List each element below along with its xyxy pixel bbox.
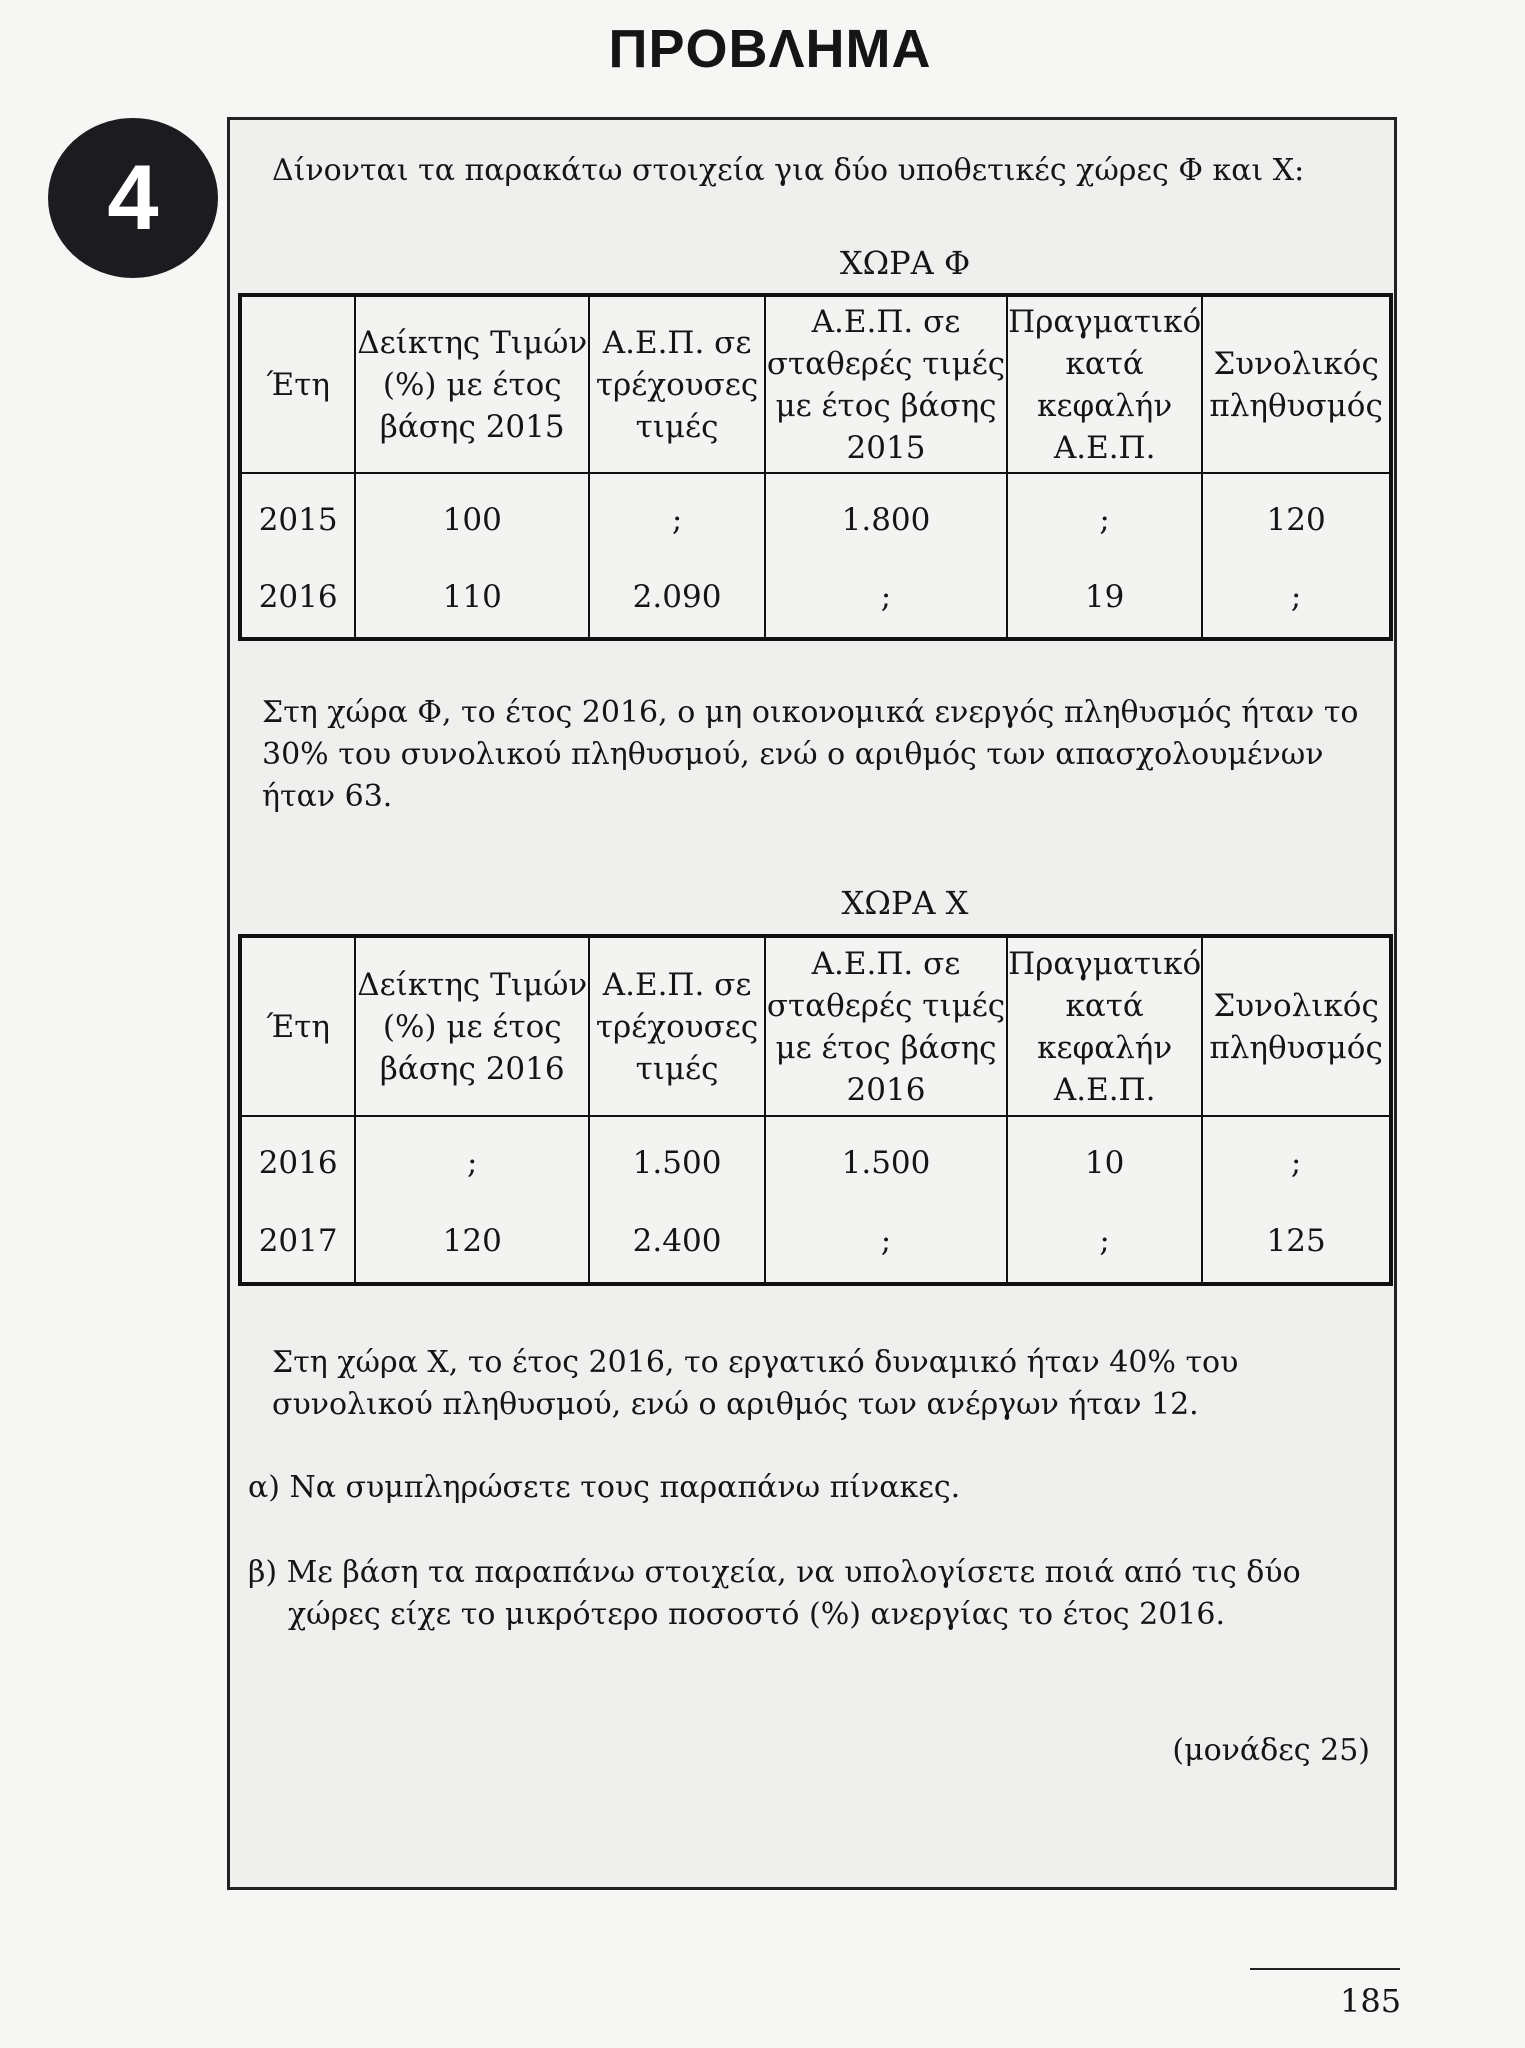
table-f-header-row [240, 295, 1391, 473]
table-cell: 125 [1202, 1200, 1391, 1284]
table-cell: 10 [1007, 1116, 1202, 1200]
table-cell: ; [1202, 557, 1391, 639]
table-cell: 100 [355, 473, 589, 557]
table-cell: 2.400 [589, 1200, 765, 1284]
points-label: (μονάδες 25) [1172, 1733, 1370, 1768]
table-f-header-cell: Έτη [240, 295, 355, 473]
table-row [240, 557, 1391, 639]
table-f-header-cell: Πραγματικό κατά κεφαλήν Α.Ε.Π. [1007, 295, 1202, 473]
table-cell: 1.500 [589, 1116, 765, 1200]
table-f-header-cell: Δείκτης Τιμών (%) με έτος βάσης 2015 [355, 295, 589, 473]
table-cell: 2.090 [589, 557, 765, 639]
table-cell: 19 [1007, 557, 1202, 639]
table-cell: ; [1007, 473, 1202, 557]
table-row [240, 1116, 1391, 1200]
table-x-header-cell: Α.Ε.Π. σε σταθερές τιμές με έτος βάσης 2016 [765, 936, 1007, 1116]
table-x-header-cell: Πραγματικό κατά κεφαλήν Α.Ε.Π. [1007, 936, 1202, 1116]
problem-number-badge: 4 [48, 118, 218, 278]
question-a: α) Να συμπληρώσετε τους παραπάνω πίνακες. [248, 1470, 961, 1505]
note-country-x: Στη χώρα Χ, το έτος 2016, το εργατικό δυναμικό ήταν 40% του συνολικού πληθυσμού, ενώ ο αριθμός των ανέργων ήταν 12. [272, 1345, 1239, 1422]
table-x-caption: ΧΩΡΑ Χ [841, 884, 969, 922]
table-cell: ; [765, 557, 1007, 639]
table-cell: 2015 [240, 473, 355, 557]
page-title: ΠΡΟΒΛΗΜΑ [608, 19, 932, 79]
table-x-header-cell: Συνολικός πληθυσμός [1202, 936, 1391, 1116]
note-country-f: Στη χώρα Φ, το έτος 2016, ο μη οικονομικά ενεργός πληθυσμός ήταν το 30% του συνολικού πληθυσμού, ενώ ο αριθμός των απασχολουμένων ήταν 63. [262, 695, 1359, 814]
table-x-header-cell: Έτη [240, 936, 355, 1116]
table-f-header-cell: Συνολικός πληθυσμός [1202, 295, 1391, 473]
intro-text: Δίνονται τα παρακάτω στοιχεία για δύο υποθετικές χώρες Φ και Χ: [272, 153, 1305, 188]
table-cell: 1.500 [765, 1116, 1007, 1200]
table-f-caption: ΧΩΡΑ Φ [839, 244, 971, 282]
table-row [240, 473, 1391, 557]
table-x-header-cell: Α.Ε.Π. σε τρέχουσες τιμές [589, 936, 765, 1116]
table-cell: 1.800 [765, 473, 1007, 557]
table-cell: 2017 [240, 1200, 355, 1284]
table-x-header-cell: Δείκτης Τιμών (%) με έτος βάσης 2016 [355, 936, 589, 1116]
table-cell: ; [1007, 1200, 1202, 1284]
table-country-f [238, 293, 1393, 641]
table-cell: 2016 [240, 1116, 355, 1200]
table-cell: ; [1202, 1116, 1391, 1200]
table-cell: 120 [1202, 473, 1391, 557]
problem-frame [227, 117, 1397, 1890]
page-number: 185 [1340, 1982, 1402, 2020]
table-cell: ; [765, 1200, 1007, 1284]
table-row [240, 1200, 1391, 1284]
table-cell: 110 [355, 557, 589, 639]
footer-rule [1250, 1968, 1400, 1970]
question-b: β) Με βάση τα παραπάνω στοιχεία, να υπολογίσετε ποιά από τις δύο χώρες είχε το μικρότερο ποσοστό (%) ανεργίας το έτος 2016. [248, 1555, 1301, 1632]
table-country-x [238, 934, 1393, 1286]
table-cell: 120 [355, 1200, 589, 1284]
table-f-header-cell: Α.Ε.Π. σε τρέχουσες τιμές [589, 295, 765, 473]
table-cell: ; [355, 1116, 589, 1200]
table-x-header-row [240, 936, 1391, 1116]
table-f-header-cell: Α.Ε.Π. σε σταθερές τιμές με έτος βάσης 2015 [765, 295, 1007, 473]
table-cell: 2016 [240, 557, 355, 639]
table-cell: ; [589, 473, 765, 557]
